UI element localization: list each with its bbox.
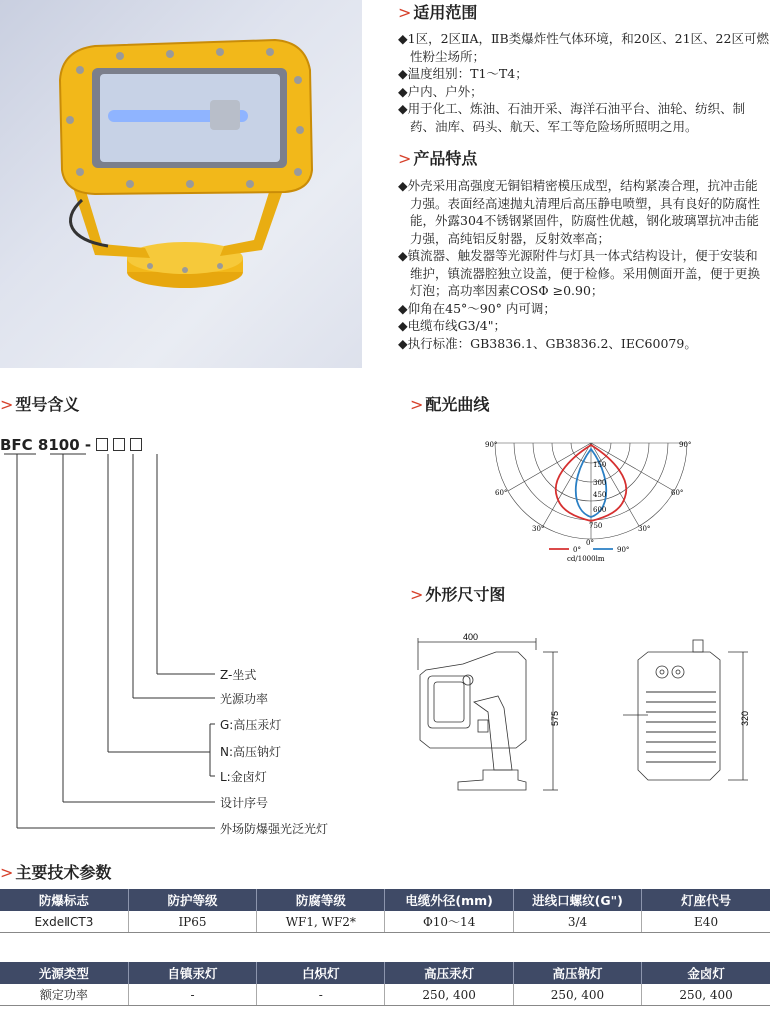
section-title-features [398, 146, 477, 169]
model-label-n: N:高压钠灯 [220, 745, 282, 759]
angle-label: 90° [679, 441, 692, 449]
chevron-right-icon: > [398, 3, 412, 22]
floodlight-illustration [0, 0, 362, 368]
table-cell: ExdeⅡCT3 [0, 911, 128, 933]
chevron-right-icon: > [398, 149, 412, 168]
legend-label: 0° [573, 546, 581, 554]
table-cell: 额定功率 [0, 984, 128, 1006]
model-label-name: 外场防爆强光泛光灯 [220, 822, 329, 836]
table-cell: E40 [642, 911, 770, 933]
table-cell: - [257, 984, 385, 1006]
section-title-model-meaning [0, 392, 79, 415]
model-meaning-lines [0, 452, 230, 837]
table-cell: WF1, WF2* [257, 911, 385, 933]
height-dimension-label: 575 [550, 710, 560, 726]
angle-label: 60° [671, 489, 684, 497]
placeholder-box [113, 438, 125, 451]
table-header-row [0, 962, 770, 984]
section-title-applicable-range [398, 0, 477, 23]
table-header-cell: 灯座代号 [642, 889, 770, 911]
table-cell: IP65 [128, 911, 256, 933]
specs-table-1 [0, 889, 770, 933]
model-label-power: 光源功率 [220, 692, 269, 706]
angle-label: 30° [532, 525, 545, 533]
table-header-cell: 金卤灯 [642, 962, 770, 984]
table-header-cell: 白炽灯 [257, 962, 385, 984]
model-code-text: BFC 8100 - [0, 436, 92, 454]
table-header-cell: 光源类型 [0, 962, 128, 984]
list-item: ◆1区，2区ⅡA，ⅡB类爆炸性气体环境，和20区、21区、22区可燃性粉尘场所； [398, 31, 769, 64]
radial-label: 600 [593, 506, 607, 514]
list-item: ◆温度组别：T1～T4； [398, 66, 528, 81]
table-header-cell: 防护等级 [128, 889, 256, 911]
list-item: ◆执行标准：GB3836.1、GB3836.2、IEC60079。 [398, 335, 697, 351]
model-label-design: 设计序号 [220, 796, 269, 810]
model-label-z: Z-坐式 [220, 668, 257, 682]
table-row [0, 984, 770, 1006]
unit-label: cd/1000lm [567, 555, 605, 563]
section-title-specs [0, 860, 111, 883]
table-cell: 250, 400 [385, 984, 513, 1006]
table-cell: 250, 400 [513, 984, 641, 1006]
model-meaning-title: 型号含义 [15, 395, 80, 414]
model-label-l: L:金卤灯 [220, 770, 267, 784]
polar-light-curve [475, 435, 705, 565]
list-item: ◆镇流器、触发器等光源附件与灯具一体式结构设计，便于安装和维护，镇流器腔独立设盖，便于检修。采用侧面开盖，便于更换灯泡；高功率因素COSΦ ≥0.90； [398, 248, 761, 298]
table-header-row [0, 889, 770, 911]
dimension-drawing [408, 630, 770, 810]
product-photo [0, 0, 362, 368]
chevron-right-icon: > [0, 863, 14, 882]
radial-label: 750 [589, 522, 603, 530]
applicable-range-title: 适用范围 [413, 3, 478, 22]
section-title-dimensions [410, 582, 505, 605]
chevron-right-icon: > [410, 585, 424, 604]
chevron-right-icon: > [410, 395, 424, 414]
radial-label: 150 [593, 461, 607, 469]
table-header-cell: 进线口螺纹(G") [513, 889, 641, 911]
features-title: 产品特点 [413, 149, 478, 168]
table-cell: 250, 400 [642, 984, 770, 1006]
angle-label: 60° [495, 489, 508, 497]
chevron-right-icon: > [0, 395, 14, 414]
features-list [398, 177, 770, 352]
side-height-dimension-label: 320 [740, 710, 750, 726]
bottom-angle-label: 0° [586, 539, 594, 547]
table-header-cell: 自镇汞灯 [128, 962, 256, 984]
section-title-light-curve [410, 392, 489, 415]
model-label-g: G:高压汞灯 [220, 718, 282, 732]
list-item: ◆电缆布线G3/4"； [398, 318, 506, 333]
table-cell: Φ10～14 [385, 911, 513, 933]
dimensions-title: 外形尺寸图 [425, 585, 506, 604]
applicable-range-list [398, 30, 770, 135]
table-header-cell: 防爆标志 [0, 889, 128, 911]
table-cell: - [128, 984, 256, 1006]
light-curve-title: 配光曲线 [425, 395, 490, 414]
specs-table-2 [0, 962, 770, 1006]
list-item: ◆用于化工、炼油、石油开采、海洋石油平台、油轮、纺织、制药、油库、码头、航天、军工等危险场所照明之用。 [398, 101, 746, 134]
specs-title: 主要技术参数 [15, 863, 112, 882]
list-item: ◆外壳采用高强度无铜铝精密模压成型，结构紧凑合理，抗冲击能力强。表面经高速抛丸清理后高压静电喷塑，具有良好的防腐性能，外露304不锈钢紧固件，防腐性优越，钢化玻璃罩抗冲击能力强，高纯铝反射器，反射效率高； [398, 178, 761, 246]
angle-label: 30° [638, 525, 651, 533]
placeholder-box [130, 438, 142, 451]
width-dimension-label: 400 [463, 632, 479, 642]
radial-label: 300 [593, 479, 607, 487]
table-header-cell: 电缆外径(mm) [385, 889, 513, 911]
radial-label: 450 [593, 491, 607, 499]
angle-label: 90° [485, 441, 498, 449]
list-item: ◆仰角在45°～90° 内可调； [398, 300, 556, 316]
table-header-cell: 防腐等级 [257, 889, 385, 911]
table-header-cell: 高压钠灯 [513, 962, 641, 984]
placeholder-box [96, 438, 108, 451]
table-cell: 3/4 [513, 911, 641, 933]
table-row [0, 911, 770, 933]
legend-label: 90° [617, 546, 630, 554]
list-item: ◆户内、户外； [398, 83, 483, 99]
table-header-cell: 高压汞灯 [385, 962, 513, 984]
